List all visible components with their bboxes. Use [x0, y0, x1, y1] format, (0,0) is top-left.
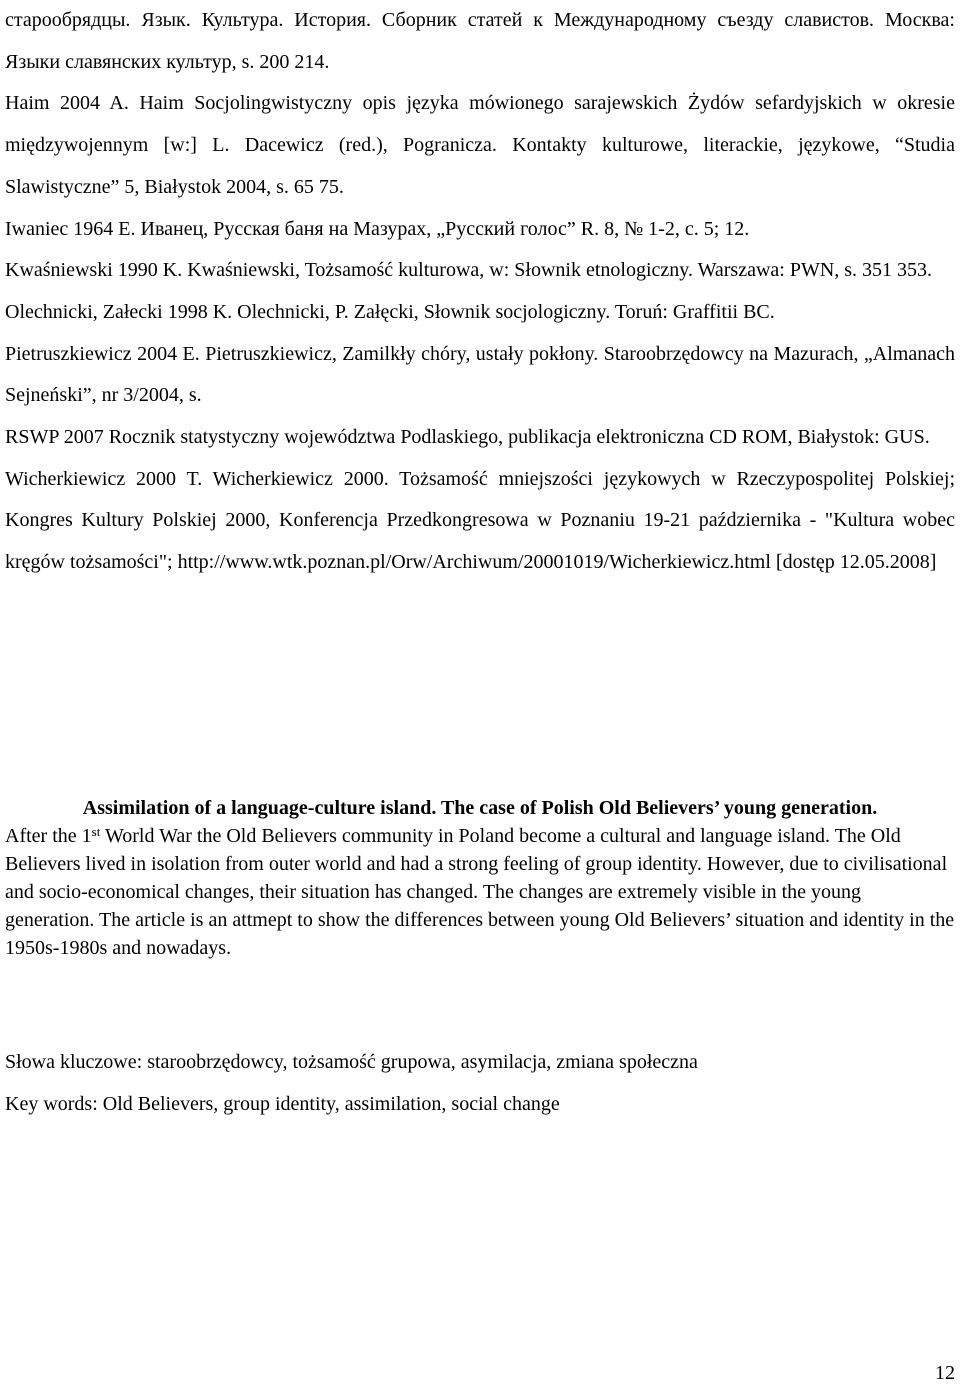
bibliography: [5, 0, 955, 584]
reference-entry: RSWP 2007 Rocznik statystyczny województwa Podlaskiego, publikacja elektroniczna CD ROM, Białystok: GUS.: [5, 426, 930, 449]
abstract-rest: World War the Old Believers community in Poland become a cultural and language island. The Old Believers lived in isolation from outer world and had a strong feeling of group identity. However, due to civilisational and socio-economical changes, their situation has changed. The changes are extremely visible in the young generation. The article is an attmept to show the differences between young Old Believers’ situation and identity in the 1950s-1980s and nowadays.: [5, 825, 955, 959]
keywords-english: Key words: Old Believers, group identity, assimilation, social change: [5, 1093, 560, 1115]
reference-entry: Pietruszkiewicz 2004 E. Pietruszkiewicz, Zamilkły chóry, ustały pokłony. Staroobrzędowcy na Mazurach, „Almanach Sejneński”, nr 3/2004, s.: [5, 342, 955, 407]
reference-entry: Kwaśniewski 1990 K. Kwaśniewski, Tożsamość kulturowa, w: Słownik etnologiczny. Warszawa: PWN, s. 351 353.: [5, 259, 933, 282]
reference-entry: Iwaniec 1964 E. Иванец, Русская баня на Мазурах, „Русский голос” R. 8, № 1-2, c. 5; 12.: [5, 217, 750, 240]
abstract-text: [5, 822, 955, 962]
ordinal-superscript: st: [91, 824, 101, 839]
reference-entry: старообрядцы. Язык. Культура. История. Сборник статей к Международному съезду славистов. Москва: Языки славянских культур, s. 200 214.: [5, 9, 955, 73]
reference-entry: Wicherkiewicz 2000 T. Wicherkiewicz 2000. Tożsamość mniejszości językowych w Rzeczypospolitej Polskiej; Kongres Kultury Polskiej 2000, Konferencja Przedkongresowa w Poznaniu 19-21 października - "Kultura wobec kręgów tożsamości"; http://www.wtk.poznan.pl/Orw/Archiwum/20001019/Wicherkiewicz.html [dostęp 12.05.2008]: [5, 467, 955, 574]
page-number: 12: [935, 1362, 955, 1384]
abstract-start: After the 1: [5, 825, 92, 847]
reference-entry: Haim 2004 A. Haim Socjolingwistyczny opis języka mówionego sarajewskich Żydów sefardyjskich w okresie międzywojennym [w:] L. Dacewicz (red.), Pogranicza. Kontakty kulturowe, literackie, językowe, “Studia Slawistyczne” 5, Białystok 2004, s. 65 75.: [5, 92, 955, 198]
reference-entry: Olechnicki, Załecki 1998 K. Olechnicki, P. Załęcki, Słownik socjologiczny. Toruń: Graffitii BC.: [5, 300, 775, 323]
summary-title: Assimilation of a language-culture island. The case of Polish Old Believers’ young generation.: [82, 797, 878, 819]
english-summary: [5, 794, 955, 962]
keywords-polish: Słowa kluczowe: staroobrzędowcy, tożsamość grupowa, asymilacja, zmiana społeczna: [5, 1051, 698, 1073]
